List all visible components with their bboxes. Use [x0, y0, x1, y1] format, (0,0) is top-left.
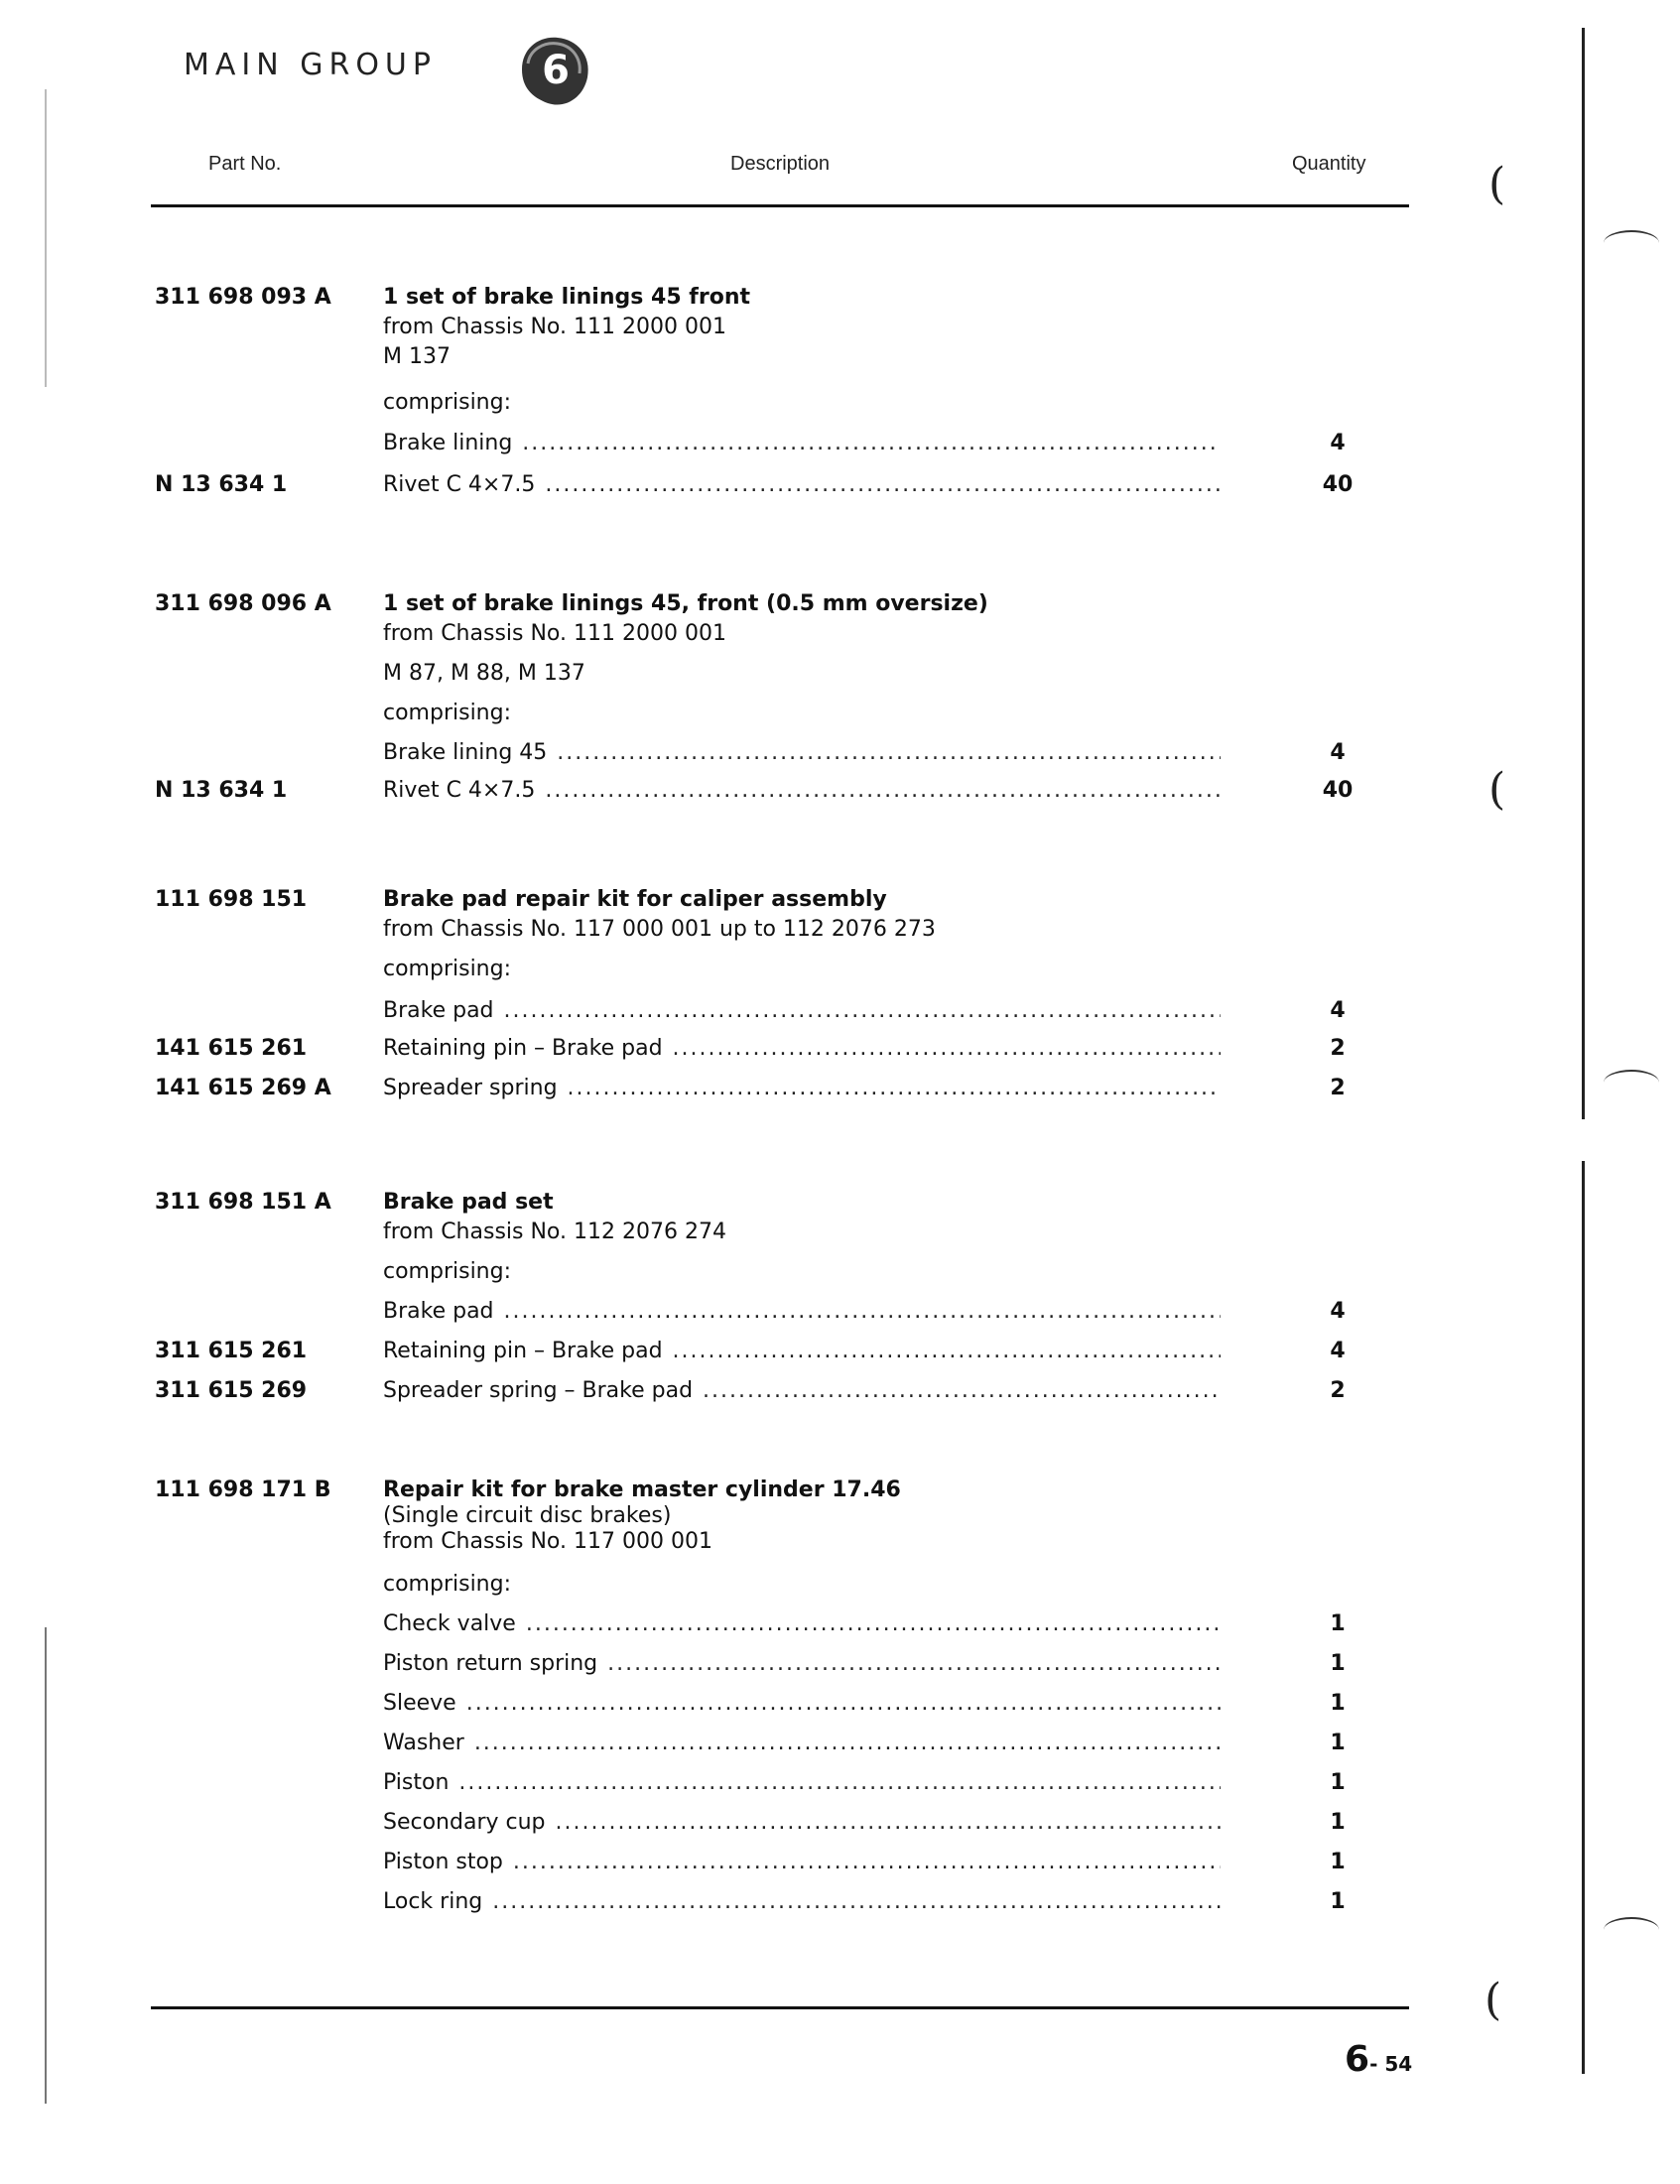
binder-edge-line: [1582, 28, 1585, 1119]
left-edge-mark: [45, 89, 47, 387]
quantity: 4: [1330, 740, 1346, 765]
part-heading: Repair kit for brake master cylinder 17.46: [383, 1477, 901, 1502]
column-header-part-no: Part No.: [208, 153, 282, 175]
dot-leader: [673, 1335, 1221, 1368]
page-number-sub: - 54: [1369, 2052, 1413, 2076]
table-row: [0, 1727, 1680, 1760]
part-description: Spreader spring: [383, 1076, 558, 1100]
table-row: [0, 1885, 1680, 1919]
dot-leader: [673, 1032, 1221, 1066]
part-heading: Brake pad repair kit for caliper assembly: [383, 887, 887, 912]
part-number: 111 698 151: [155, 887, 308, 912]
table-row: [0, 1766, 1680, 1800]
part-description: (Single circuit disc brakes): [383, 1503, 672, 1528]
part-description: Check valve: [383, 1611, 516, 1636]
table-row: [0, 657, 1680, 691]
description-with-leader: [383, 1607, 1221, 1641]
part-number: 311 698 093 A: [155, 285, 331, 310]
part-heading: Brake pad set: [383, 1190, 554, 1215]
dot-leader: [474, 1727, 1221, 1760]
table-row: [0, 1846, 1680, 1879]
dot-leader: [504, 994, 1221, 1028]
quantity: 4: [1330, 998, 1346, 1023]
table-row: [0, 883, 1680, 917]
description-with-leader: [383, 1766, 1221, 1800]
table-row: [0, 1374, 1680, 1408]
part-description: from Chassis No. 117 000 001: [383, 1529, 712, 1554]
ring-arc-mark: [1604, 230, 1659, 256]
part-number: N 13 634 1: [155, 778, 288, 803]
dot-leader: [513, 1846, 1221, 1879]
table-row: [0, 1186, 1680, 1220]
part-description: Brake lining: [383, 431, 513, 455]
part-description: Brake pad: [383, 1299, 494, 1324]
part-description: Brake pad: [383, 998, 494, 1023]
dot-leader: [458, 1766, 1221, 1800]
page-number-main: 6: [1345, 2039, 1370, 2080]
part-heading: 1 set of brake linings 45 front: [383, 285, 751, 310]
quantity: 1: [1330, 1691, 1346, 1716]
dot-leader: [545, 774, 1221, 808]
header-rule: [151, 204, 1409, 207]
part-number: 141 615 269 A: [155, 1076, 331, 1100]
part-description: Retaining pin – Brake pad: [383, 1339, 663, 1363]
description-with-leader: [383, 1806, 1221, 1840]
punch-hole-mark: (: [1488, 159, 1506, 209]
table-row: [0, 386, 1680, 420]
table-row: [0, 1072, 1680, 1105]
column-header-description: Description: [730, 153, 831, 175]
table-row: [0, 427, 1680, 460]
part-description: M 87, M 88, M 137: [383, 661, 585, 686]
part-number: 311 615 269: [155, 1378, 308, 1403]
part-description: Sleeve: [383, 1691, 456, 1716]
table-row: [0, 1525, 1680, 1559]
punch-hole-mark: (: [1485, 1975, 1502, 2025]
description-with-leader: [383, 1374, 1221, 1408]
part-number: 311 698 096 A: [155, 591, 331, 616]
dot-leader: [526, 1607, 1221, 1641]
quantity: 1: [1330, 1810, 1346, 1835]
table-row: [0, 281, 1680, 315]
part-description: Retaining pin – Brake pad: [383, 1036, 663, 1061]
quantity: 2: [1330, 1076, 1346, 1100]
dot-leader: [556, 1806, 1221, 1840]
table-row: [0, 340, 1680, 374]
quantity: 4: [1330, 1299, 1346, 1324]
group-number: 6: [542, 48, 570, 93]
ring-arc-mark: [1604, 1070, 1659, 1095]
part-description: comprising:: [383, 1572, 512, 1597]
dot-leader: [557, 736, 1221, 770]
table-row: [0, 587, 1680, 621]
table-row: [0, 1568, 1680, 1602]
quantity: 2: [1330, 1378, 1346, 1403]
part-number: 111 698 171 B: [155, 1477, 331, 1502]
description-with-leader: [383, 736, 1221, 770]
table-row: [0, 468, 1680, 502]
ring-arc-mark: [1604, 1917, 1659, 1943]
table-row: [0, 697, 1680, 730]
table-row: [0, 913, 1680, 947]
description-with-leader: [383, 994, 1221, 1028]
quantity: 1: [1330, 1850, 1346, 1874]
quantity: 40: [1322, 472, 1354, 497]
table-row: [0, 1295, 1680, 1329]
part-number: N 13 634 1: [155, 472, 288, 497]
page-number: [1345, 2039, 1412, 2080]
table-row: [0, 311, 1680, 344]
part-description: Piston: [383, 1770, 450, 1795]
part-description: comprising:: [383, 1259, 512, 1284]
table-row: [0, 1216, 1680, 1249]
table-row: [0, 1806, 1680, 1840]
dot-leader: [545, 468, 1221, 502]
part-number: 141 615 261: [155, 1036, 308, 1061]
table-row: [0, 1647, 1680, 1681]
description-with-leader: [383, 1647, 1221, 1681]
part-description: Spreader spring – Brake pad: [383, 1378, 694, 1403]
part-number: 311 615 261: [155, 1339, 308, 1363]
quantity: 1: [1330, 1731, 1346, 1755]
description-with-leader: [383, 1687, 1221, 1721]
dot-leader: [703, 1374, 1221, 1408]
quantity: 2: [1330, 1036, 1346, 1061]
quantity: 4: [1330, 1339, 1346, 1363]
table-row: [0, 953, 1680, 986]
description-with-leader: [383, 1885, 1221, 1919]
punch-hole-mark: (: [1488, 764, 1506, 815]
dot-leader: [522, 427, 1221, 460]
table-row: [0, 736, 1680, 770]
part-description: from Chassis No. 111 2000 001: [383, 621, 726, 646]
part-description: from Chassis No. 112 2076 274: [383, 1220, 726, 1244]
description-with-leader: [383, 1727, 1221, 1760]
quantity: 1: [1330, 1770, 1346, 1795]
part-description: M 137: [383, 344, 451, 369]
table-row: [0, 1607, 1680, 1641]
footer-rule: [151, 2006, 1409, 2009]
table-row: [0, 774, 1680, 808]
binder-edge-line: [1582, 1161, 1585, 2074]
dot-leader: [607, 1647, 1221, 1681]
table-row: [0, 1687, 1680, 1721]
dot-leader: [466, 1687, 1221, 1721]
description-with-leader: [383, 427, 1221, 460]
table-row: [0, 994, 1680, 1028]
group-number-badge: [514, 30, 595, 111]
part-description: from Chassis No. 117 000 001 up to 112 2076 273: [383, 917, 936, 942]
part-description: Washer: [383, 1731, 464, 1755]
dot-leader: [568, 1072, 1221, 1105]
description-with-leader: [383, 1032, 1221, 1066]
main-group-title: MAIN GROUP: [184, 48, 437, 82]
description-with-leader: [383, 1295, 1221, 1329]
left-edge-mark: [45, 1627, 47, 2104]
quantity: 1: [1330, 1611, 1346, 1636]
part-description: Rivet C 4×7.5: [383, 472, 536, 497]
quantity: 1: [1330, 1889, 1346, 1914]
part-description: comprising:: [383, 701, 512, 725]
table-row: [0, 1255, 1680, 1289]
description-with-leader: [383, 468, 1221, 502]
description-with-leader: [383, 774, 1221, 808]
part-description: Piston return spring: [383, 1651, 598, 1676]
part-description: Piston stop: [383, 1850, 503, 1874]
quantity: 1: [1330, 1651, 1346, 1676]
dot-leader: [504, 1295, 1221, 1329]
quantity: 4: [1330, 431, 1346, 455]
quantity: 40: [1322, 778, 1354, 803]
part-description: comprising:: [383, 390, 512, 415]
table-row: [0, 1032, 1680, 1066]
part-description: Rivet C 4×7.5: [383, 778, 536, 803]
part-description: Lock ring: [383, 1889, 483, 1914]
description-with-leader: [383, 1072, 1221, 1105]
description-with-leader: [383, 1335, 1221, 1368]
part-description: Secondary cup: [383, 1810, 546, 1835]
part-description: Brake lining 45: [383, 740, 548, 765]
dot-leader: [492, 1885, 1221, 1919]
table-row: [0, 1335, 1680, 1368]
column-header-quantity: Quantity: [1292, 153, 1366, 175]
part-heading: 1 set of brake linings 45, front (0.5 mm oversize): [383, 591, 988, 616]
part-description: from Chassis No. 111 2000 001: [383, 315, 726, 339]
table-row: [0, 617, 1680, 651]
part-number: 311 698 151 A: [155, 1190, 331, 1215]
description-with-leader: [383, 1846, 1221, 1879]
part-description: comprising:: [383, 957, 512, 981]
